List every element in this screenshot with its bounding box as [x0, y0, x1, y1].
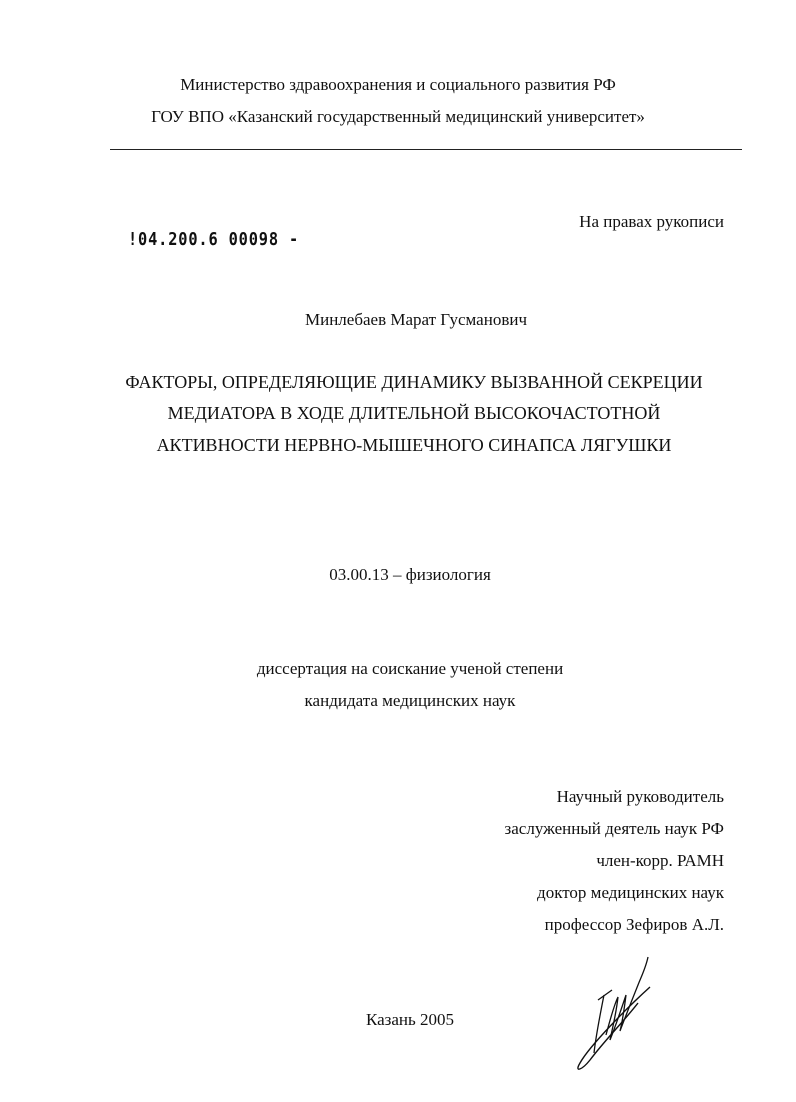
university-line: ГОУ ВПО «Казанский государственный медицинский университет» [151, 107, 645, 126]
degree-line-1: диссертация на соискание ученой степени [256, 659, 564, 678]
title-line-3: АКТИВНОСТИ НЕРВНО-МЫШЕЧНОГО СИНАПСА ЛЯГУШКИ [156, 435, 672, 455]
ministry-line: Министерство здравоохранения и социального развития РФ [180, 75, 616, 94]
supervisor-line-5: профессор Зефиров А.Л. [544, 915, 724, 934]
supervisor-line-1: Научный руководитель [556, 787, 724, 806]
supervisor-signature [560, 945, 670, 1075]
supervisor-line-2: заслуженный деятель наук РФ [504, 819, 724, 838]
degree-line-2: кандидата медицинских наук [304, 691, 516, 710]
supervisor-line-3: член-корр. РАМН [596, 851, 724, 870]
specialty: 03.00.13 – физиология [329, 565, 491, 584]
title-line-1: ФАКТОРЫ, ОПРЕДЕЛЯЮЩИЕ ДИНАМИКУ ВЫЗВАННОЙ СЕКРЕЦИИ [125, 372, 703, 392]
supervisor-line-4: доктор медицинских наук [537, 883, 724, 902]
rights-note: На правах рукописи [579, 212, 724, 231]
author-name: Минлебаев Марат Гусманович [305, 310, 527, 329]
place-year: Казань 2005 [365, 1010, 455, 1029]
title-line-2: МЕДИАТОРА В ХОДЕ ДЛИТЕЛЬНОЙ ВЫСОКОЧАСТОТНОЙ [167, 403, 661, 423]
registry-stamp: !04.200.6 00098 - [128, 229, 300, 250]
header-divider [110, 149, 742, 150]
